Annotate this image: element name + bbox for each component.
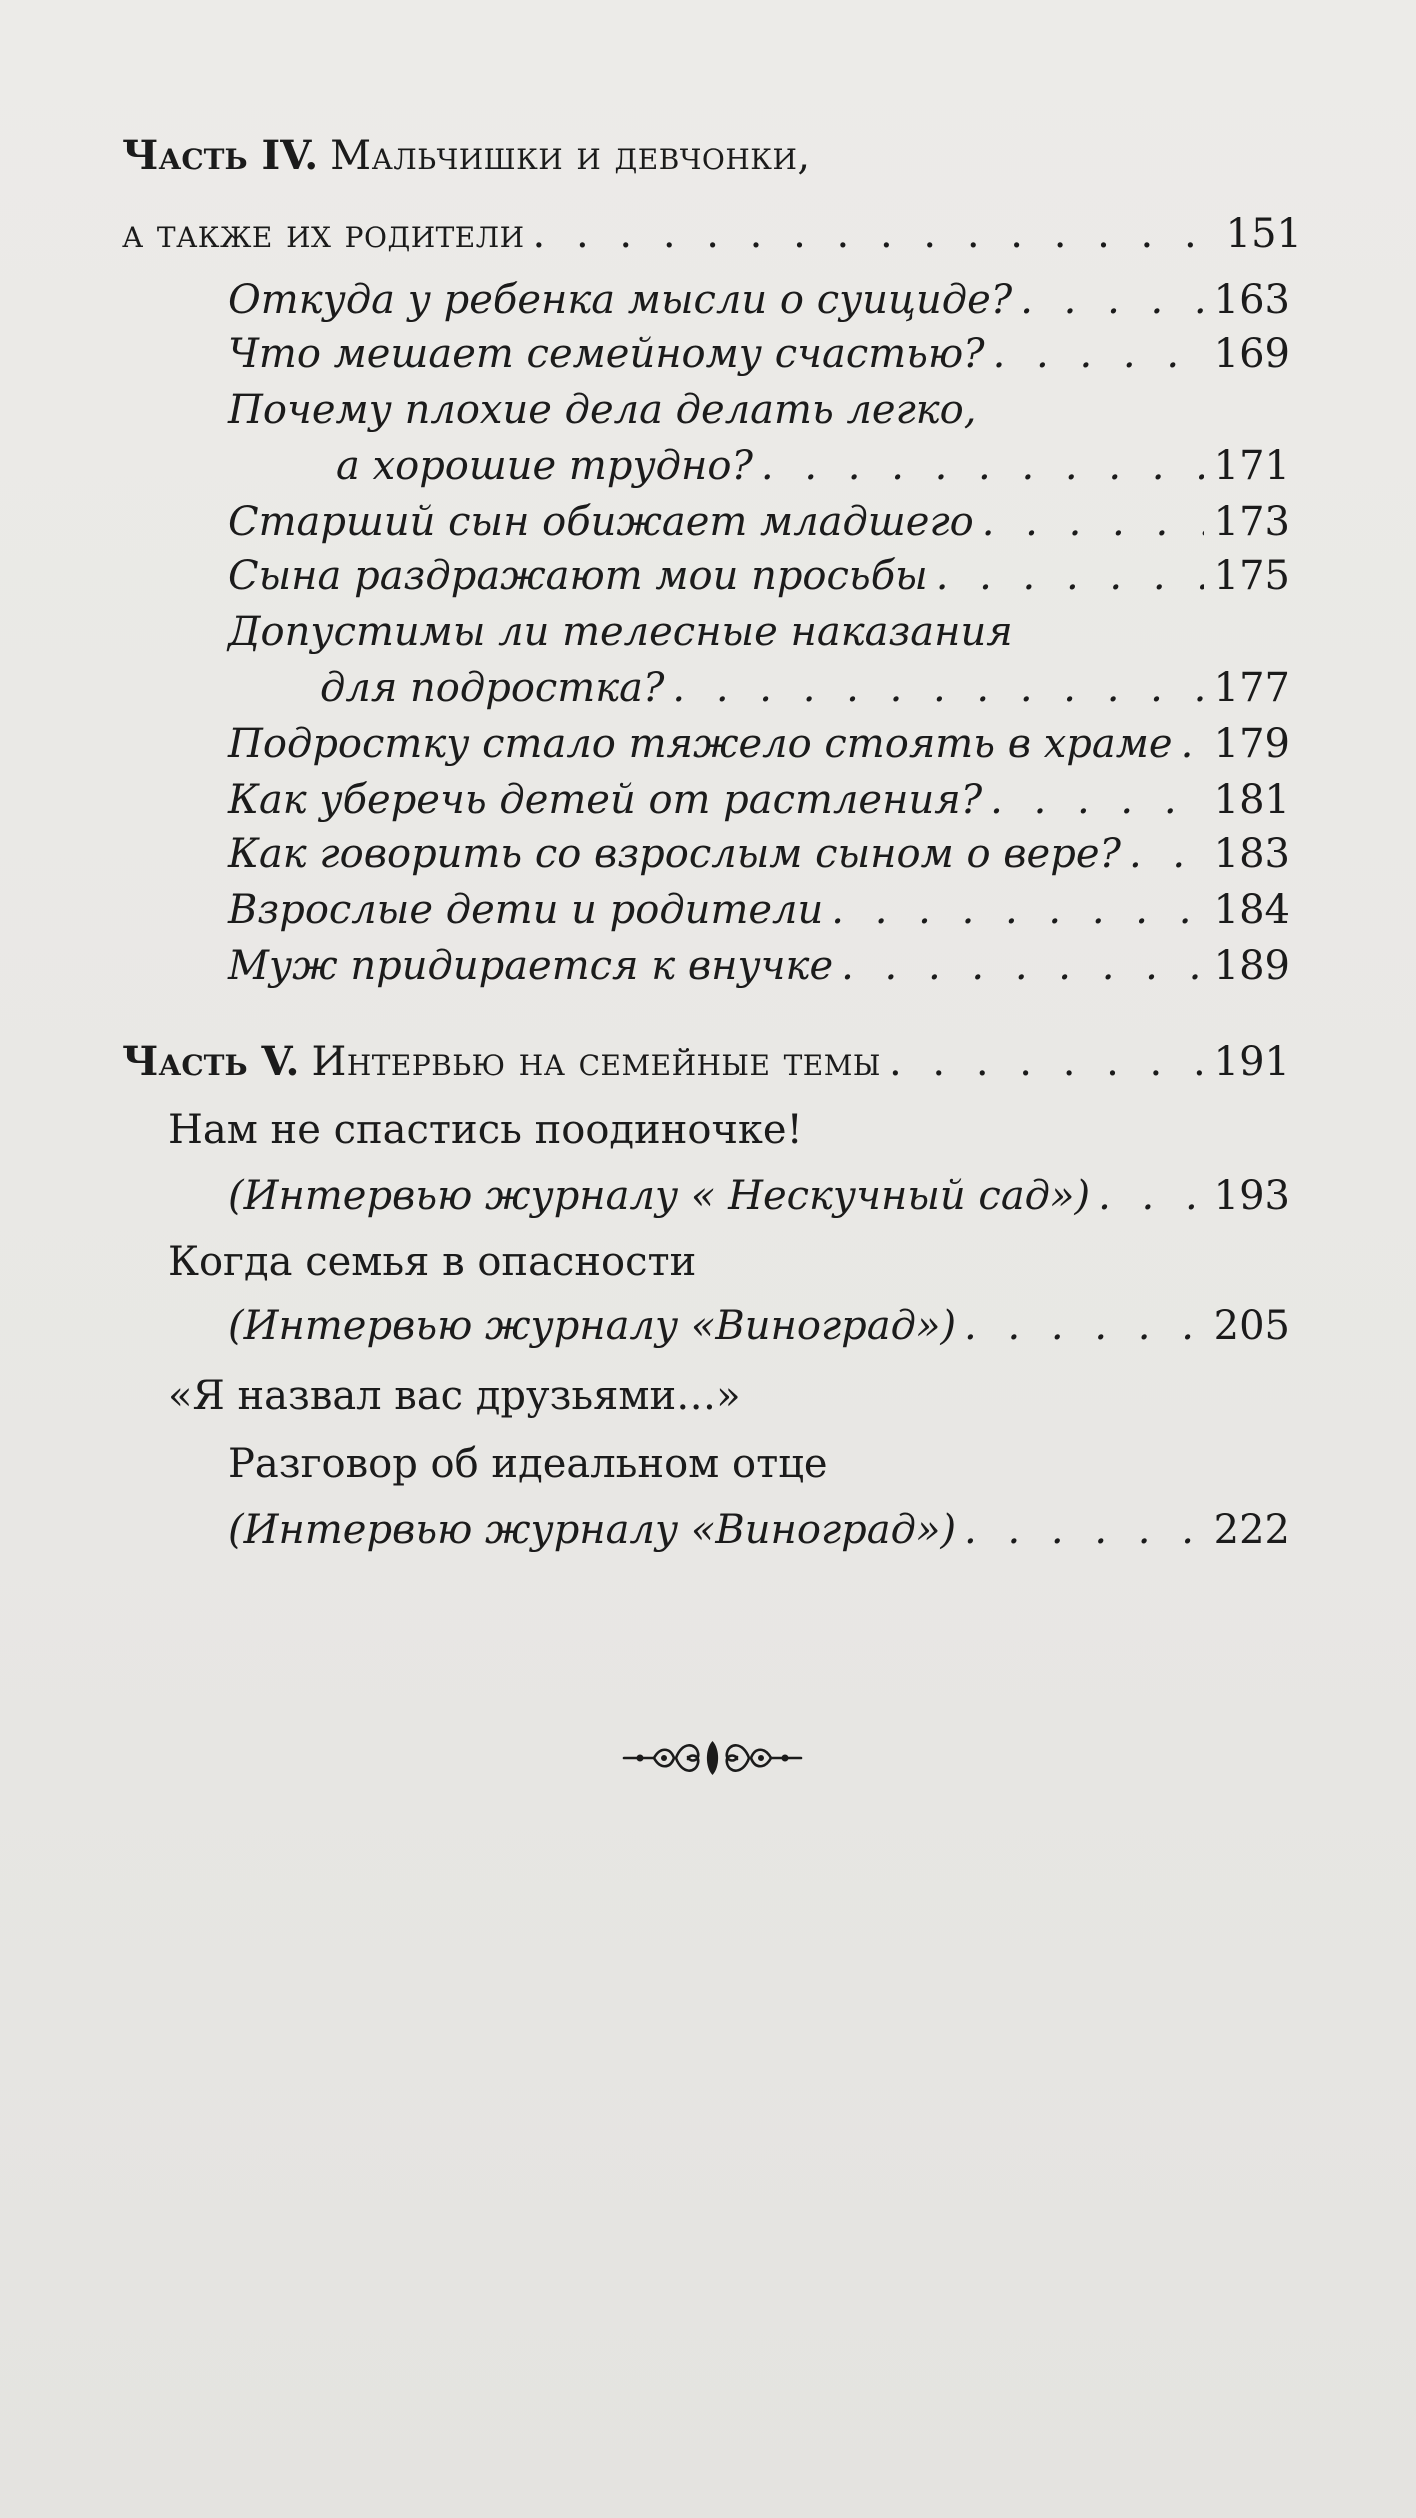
leader-dots: [1129, 828, 1204, 880]
toc-entry: [228, 328, 1290, 380]
toc-entry-title: Как говорить со взрослым сыном о вере?: [228, 831, 1121, 877]
leader-dots: [1181, 718, 1204, 770]
leader-dots: [889, 1036, 1204, 1088]
toc-entry-title: «Я назвал вас друзьями…»: [168, 1373, 741, 1419]
toc-entry-title: Как уберечь детей от растления?: [228, 777, 983, 823]
toc-entry-line1: [168, 1104, 1290, 1156]
part4-label: Часть IV.: [122, 132, 319, 179]
toc-entry-page: 184: [1213, 887, 1290, 933]
leader-dots: [1098, 1170, 1204, 1222]
toc-entry-line1: [168, 1236, 1290, 1288]
toc-entry: [228, 550, 1290, 602]
toc-entry-page: 179: [1213, 721, 1290, 767]
leader-dots: [533, 208, 1216, 260]
toc-entry-title: Когда семья в опасности: [168, 1239, 697, 1285]
floral-ornament-icon: [620, 1735, 805, 1781]
toc-entry-title: для подростка?: [320, 665, 665, 711]
toc-entry-page: 163: [1213, 277, 1290, 323]
part5-title: Интервью на семейные темы: [311, 1039, 881, 1085]
toc-entry-title: Почему плохие дела делать легко,: [228, 387, 977, 433]
leader-dots: [761, 440, 1204, 492]
toc-entry-title: Допустимы ли телесные наказания: [228, 609, 1013, 655]
toc-entry: [228, 274, 1290, 326]
part4-heading-line1: [122, 130, 1302, 182]
part5-label: Часть V.: [122, 1038, 300, 1085]
toc-entry-page: 189: [1213, 943, 1290, 989]
toc-entry-title: Взрослые дети и родители: [228, 887, 824, 933]
leader-dots: [964, 1504, 1204, 1556]
leader-dots: [982, 496, 1204, 548]
toc-entry-line2: [320, 662, 1290, 714]
part5-heading: [122, 1036, 1290, 1088]
toc-entry: [228, 496, 1290, 548]
leader-dots: [993, 328, 1204, 380]
toc-entry-line1: [228, 606, 1290, 658]
toc-entry-title: (Интервью журналу «Виноград»): [228, 1507, 957, 1553]
leader-dots: [964, 1300, 1204, 1352]
toc-entry-page: 183: [1213, 831, 1290, 877]
toc-entry-page: 181: [1213, 777, 1290, 823]
toc-entry-line1: [168, 1370, 1290, 1422]
toc-entry-page: 175: [1213, 553, 1290, 599]
toc-entry-title: Нам не спастись поодиночке!: [168, 1107, 803, 1153]
leader-dots: [936, 550, 1204, 602]
toc-entry-title: Подростку стало тяжело стоять в храме: [228, 721, 1173, 767]
part4-title-line1: Мальчишки и девчонки,: [330, 133, 811, 179]
toc-entry: [228, 718, 1290, 770]
toc-entry-line2: [336, 440, 1290, 492]
part5-page-number: 191: [1213, 1039, 1290, 1085]
toc-entry-title: Что мешает семейному счастью?: [228, 331, 985, 377]
toc-entry-page: 171: [1213, 443, 1290, 489]
toc-entry-title: Сына раздражают мои просьбы: [228, 553, 928, 599]
part4-heading-line2: [122, 208, 1302, 260]
leader-dots: [841, 940, 1204, 992]
toc-entry-line2: [228, 1438, 1290, 1490]
toc-entry-title: (Интервью журналу «Виноград»): [228, 1303, 957, 1349]
toc-entry-title: а хорошие трудно?: [336, 443, 753, 489]
toc-entry: [228, 774, 1290, 826]
toc-entry-page: 169: [1213, 331, 1290, 377]
toc-entry: [228, 884, 1290, 936]
toc-entry-line3: [228, 1504, 1290, 1556]
toc-entry-page: 193: [1213, 1173, 1290, 1219]
leader-dots: [1020, 274, 1203, 326]
toc-entry-subtitle: Разговор об идеальном отце: [228, 1441, 828, 1487]
toc-entry-line1: [228, 384, 1290, 436]
toc-entry-title: (Интервью журналу « Нескучный сад»): [228, 1173, 1091, 1219]
leader-dots: [831, 884, 1203, 936]
part4-title-line2: а также их родители: [122, 211, 525, 257]
leader-dots: [672, 662, 1203, 714]
toc-entry-line2: [228, 1300, 1290, 1352]
toc-entry-title: Откуда у ребенка мысли о суициде?: [228, 277, 1013, 323]
toc-entry: [228, 940, 1290, 992]
toc-entry-page: 222: [1213, 1507, 1290, 1553]
toc-entry: [228, 828, 1290, 880]
toc-entry-line2: [228, 1170, 1290, 1222]
toc-entry-page: 177: [1213, 665, 1290, 711]
toc-entry-page: 173: [1213, 499, 1290, 545]
toc-entry-page: 205: [1213, 1303, 1290, 1349]
toc-entry-title: Старший сын обижает младшего: [228, 499, 974, 545]
toc-entry-title: Муж придирается к внучке: [228, 943, 834, 989]
leader-dots: [990, 774, 1204, 826]
part4-page-number: 151: [1225, 211, 1302, 257]
